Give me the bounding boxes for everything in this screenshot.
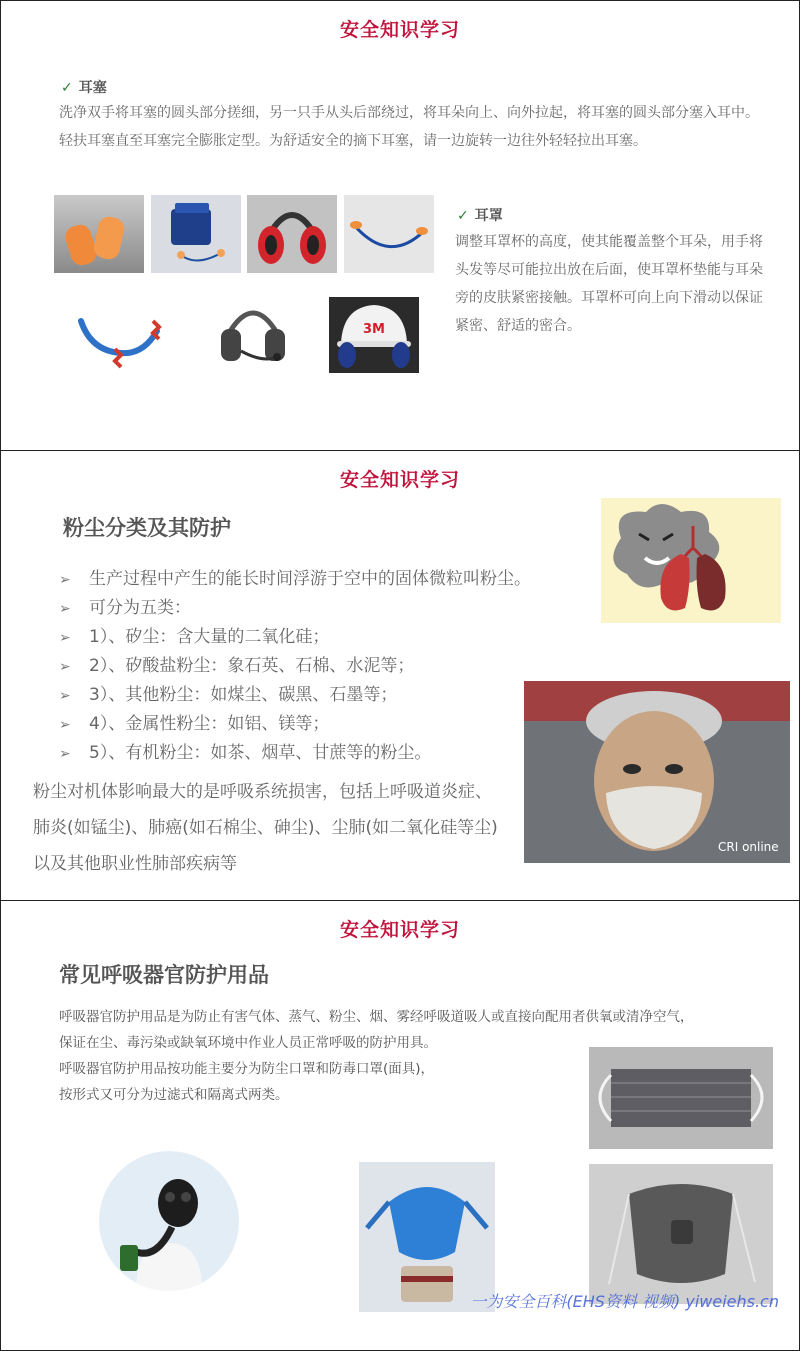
dust-effect-paragraph: 粉尘对机体影响最大的是呼吸系统损害，包括上呼吸道炎症、肺炎(如锰尘)、肺癌(如石棉尘、砷尘)、尘肺(如二氧化硅等尘)以及其他职业性肺部疾病等	[33, 782, 498, 874]
section-heading: 常见呼吸器官防护用品	[59, 963, 269, 987]
bullet-text: 1）、矽尘：含大量的二氧化硅；	[89, 627, 330, 647]
arrow-bullet-icon: ➢	[59, 688, 71, 704]
reusable-earplug-image	[71, 291, 166, 371]
slide-hearing-protection	[0, 0, 800, 451]
respirator-line: 按形式又可分为过滤式和隔离式两类。	[59, 1087, 289, 1103]
section-heading: 粉尘分类及其防护	[63, 516, 231, 540]
arrow-bullet-icon: ➢	[59, 630, 71, 646]
arrow-bullet-icon: ➢	[59, 746, 71, 762]
bullet-text: 3）、其他粉尘：如煤尘、碳黑、石墨等；	[89, 685, 398, 705]
disposable-mask-image	[589, 1047, 773, 1149]
slide-dust-protection	[0, 450, 800, 901]
respirator-line: 呼吸器官防护用品按功能主要分为防尘口罩和防毒口罩(面具)，	[59, 1061, 435, 1077]
earmuff-heading	[457, 205, 503, 225]
earplug-heading-text: 耳塞	[78, 80, 107, 96]
list-item	[59, 738, 431, 763]
earplug-case-image	[151, 195, 241, 273]
earmuff-heading-text: 耳罩	[474, 208, 503, 224]
bullet-text: 可分为五类：	[89, 598, 191, 618]
helmet-earmuffs-image	[329, 297, 419, 373]
earplug-text: 洗净双手将耳塞的圆头部分搓细，另一只手从头后部绕过，将耳朵向上、向外拉起，将耳塞的圆头部分塞入耳中。轻扶耳塞直至耳塞完全膨胀定型。为舒适安全的摘下耳塞，请一边旋转一边往外轻轻拉出耳塞。	[59, 105, 759, 149]
arrow-bullet-icon: ➢	[59, 659, 71, 675]
valved-dust-mask-image	[589, 1164, 773, 1304]
worker-with-mask-photo	[524, 681, 790, 863]
arrow-bullet-icon: ➢	[59, 601, 71, 617]
lung-cartoon-image	[601, 498, 781, 623]
cri-online-logo: CRI online	[718, 840, 779, 854]
red-earmuffs-image	[247, 195, 337, 273]
earplug-heading	[61, 77, 107, 97]
foam-earplugs-image	[54, 195, 144, 273]
slide-title: 安全知识学习	[339, 919, 460, 941]
checkmark-icon: ✓	[61, 80, 73, 96]
slide-respiratory-protection	[0, 900, 800, 1351]
checkmark-icon: ✓	[457, 208, 469, 224]
bullet-text: 5）、有机粉尘：如茶、烟草、甘蔗等的粉尘。	[89, 743, 432, 763]
3m-logo: 3M	[363, 322, 385, 337]
radio-earmuffs-image	[213, 291, 293, 371]
list-item	[59, 680, 397, 705]
list-item	[59, 564, 531, 589]
list-item	[59, 651, 414, 676]
gas-mask-image	[96, 1151, 242, 1291]
respirator-line: 保证在尘、毒污染或缺氧环境中作业人员正常呼吸的防护用具。	[59, 1035, 437, 1051]
list-item	[59, 709, 329, 734]
corded-earplugs-image	[344, 195, 434, 273]
watermark-text: 一为安全百科(EHS资料 视频) yiweiehs.cn	[470, 1292, 779, 1311]
arrow-bullet-icon: ➢	[59, 572, 71, 588]
bullet-text: 生产过程中产生的能长时间浮游于空中的固体微粒叫粉尘。	[89, 569, 531, 589]
earmuff-text: 调整耳罩杯的高度，使其能覆盖整个耳朵，用手将头发等尽可能拉出放在后面，使耳罩杯垫能与耳朵旁的皮肤紧密接触。耳罩杯可向上向下滑动以保证紧密、舒适的密合。	[455, 234, 763, 334]
list-item	[59, 593, 191, 618]
arrow-bullet-icon: ➢	[59, 717, 71, 733]
respirator-line: 呼吸器官防护用品是为防止有害气体、蒸气、粉尘、烟、雾经呼吸道吸人或直接向配用者供氧或清净空气，	[59, 1009, 694, 1025]
list-item	[59, 622, 329, 647]
slide-title: 安全知识学习	[339, 469, 460, 491]
bullet-text: 2）、矽酸盐粉尘：象石英、石棉、水泥等；	[89, 656, 415, 676]
bullet-text: 4）、金属性粉尘：如铝、镁等；	[89, 714, 330, 734]
slide-title: 安全知识学习	[339, 19, 460, 41]
